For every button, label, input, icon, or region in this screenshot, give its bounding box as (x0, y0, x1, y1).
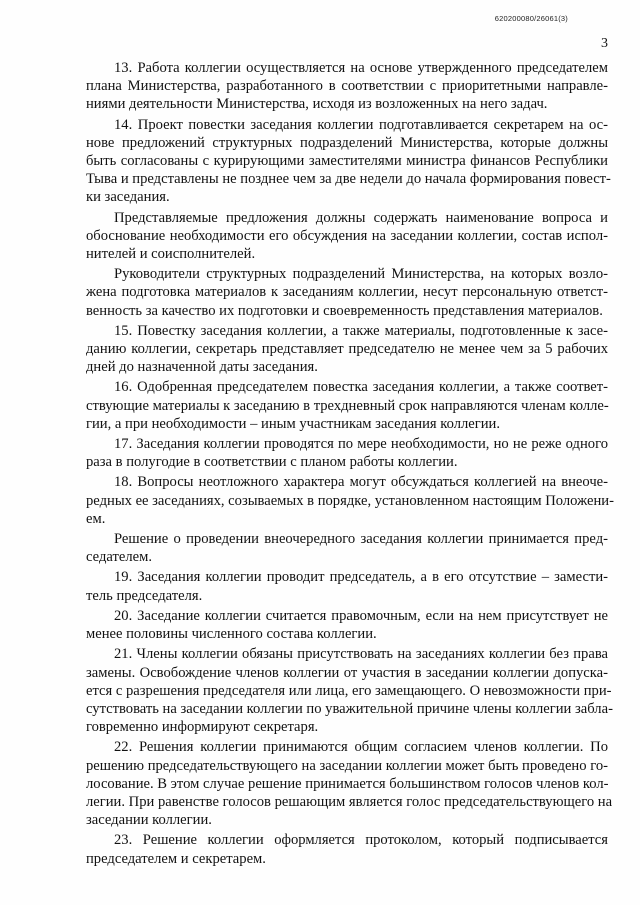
text-line: гии, а при необходимости – иным участникам заседания коллегии. (86, 415, 500, 432)
text-line: 23. Решение коллегии оформляется протоколом, который подписывается (114, 832, 608, 849)
paragraph-23 (86, 831, 608, 867)
paragraph-extraordinary (86, 530, 608, 566)
text-line: нителей и соисполнителей. (86, 246, 256, 263)
text-line: дней до назначенной даты заседания. (86, 359, 318, 376)
text-line: венность за качество их подготовки и своевременность представления материалов. (86, 302, 603, 319)
paragraph-15 (86, 322, 608, 377)
text-line: Руководители структурных подразделений Министерства, на которых возло- (114, 266, 608, 283)
text-line: Решение о проведении внеочередного заседания коллегии принимается пред- (114, 531, 608, 548)
text-line: 18. Вопросы неотложного характера могут обсуждаться коллегией на внеоче- (114, 474, 608, 491)
document-code: 620200080/26061(3) (494, 14, 568, 23)
text-line: ствующие материалы к заседанию в трехдневный срок направляются членам колле- (86, 397, 609, 414)
text-line: 20. Заседание коллегии считается правомочным, если на нем присутствует не (114, 607, 608, 624)
text-line: седателем. (86, 549, 152, 566)
text-line: 15. Повестку заседания коллегии, а также материалы, подготовленные к засе- (114, 322, 608, 339)
text-line: ем. (86, 510, 106, 527)
paragraph-19 (86, 568, 608, 604)
text-line: решению председательствующего на заседании коллегии может быть проведено го- (86, 757, 608, 774)
text-line: 22. Решения коллегии принимаются общим согласием членов коллегии. По (114, 739, 608, 756)
paragraph-21 (86, 645, 613, 736)
paragraph-17 (86, 435, 608, 471)
text-line: обоснование необходимости его обсуждения на заседании коллегии, состав испол- (86, 227, 608, 244)
text-line: 14. Проект повестки заседания коллегии подготавливается секретарем на ос- (114, 116, 608, 133)
paragraph-13 (86, 59, 608, 114)
text-line: председателем и секретарем. (86, 850, 266, 867)
text-line: заседании коллегии. (86, 812, 212, 829)
text-line: менее половины численного состава коллегии. (86, 626, 377, 643)
paragraph-heads (86, 265, 608, 320)
text-line: лосование. В этом случае решение принимается большинством голосов членов кол- (86, 775, 609, 792)
text-line: 21. Члены коллегии обязаны присутствовать на заседаниях коллегии без права (114, 646, 608, 663)
text-line: 13. Работа коллегии осуществляется на основе утвержденного председателем (114, 60, 608, 76)
text-line: Тыва и представлены не позднее чем за две недели до начала формирования повест- (86, 171, 611, 188)
text-line: данию коллегии, секретарь представляет председателю не менее чем за 5 рабочих (86, 341, 608, 358)
text-line: нове предложений структурных подразделений Министерства, которые должны (86, 134, 608, 151)
text-line: плана Министерства, разработанного в соответствии с приоритетными направле- (86, 78, 608, 95)
page-number: 3 (601, 36, 608, 51)
text-line: 16. Одобренная председателем повестка заседания коллегии, а также соответ- (114, 379, 608, 396)
text-line: Представляемые предложения должны содержать наименование вопроса и (114, 209, 608, 226)
paragraph-22 (86, 738, 613, 829)
paragraph-14 (86, 116, 611, 207)
paragraph-20 (86, 607, 608, 643)
text-line: легии. При равенстве голосов решающим является голос председательствующего на (86, 793, 613, 810)
text-line: редных ее заседаниях, созываемых в порядке, установленном настоящим Положени- (86, 492, 614, 509)
text-line: замены. Освобождение членов коллегии от участия в заседании коллегии допуска- (86, 664, 608, 681)
text-line: быть согласованы с курирующими заместителями министра финансов Республики (86, 153, 608, 170)
paragraph-18 (86, 473, 614, 528)
paragraph-proposals (86, 209, 608, 264)
text-line: тель председателя. (86, 587, 203, 604)
paragraph-16 (86, 378, 608, 433)
document-body (86, 59, 614, 870)
text-line: ниями деятельности Министерства, исходя из возложенных на него задач. (86, 96, 548, 113)
text-line: жена подготовка материалов к заседаниям коллегии, несут персональную ответст- (86, 284, 608, 301)
text-line: раза в полугодие в соответствии с планом работы коллегии. (86, 454, 458, 471)
text-line: ки заседания. (86, 189, 170, 206)
text-line: 17. Заседания коллегии проводятся по мере необходимости, но не реже одного (114, 436, 608, 453)
text-line: 19. Заседания коллегии проводит председатель, а в его отсутствие – замести- (114, 569, 608, 586)
text-line: сутствовать на заседании коллегии по уважительной причине члены коллегии забла- (86, 700, 613, 717)
text-line: ется с разрешения председателя или лица, его замещающего. О невозможности при- (86, 682, 612, 699)
text-line: говременно информируют секретаря. (86, 719, 319, 736)
